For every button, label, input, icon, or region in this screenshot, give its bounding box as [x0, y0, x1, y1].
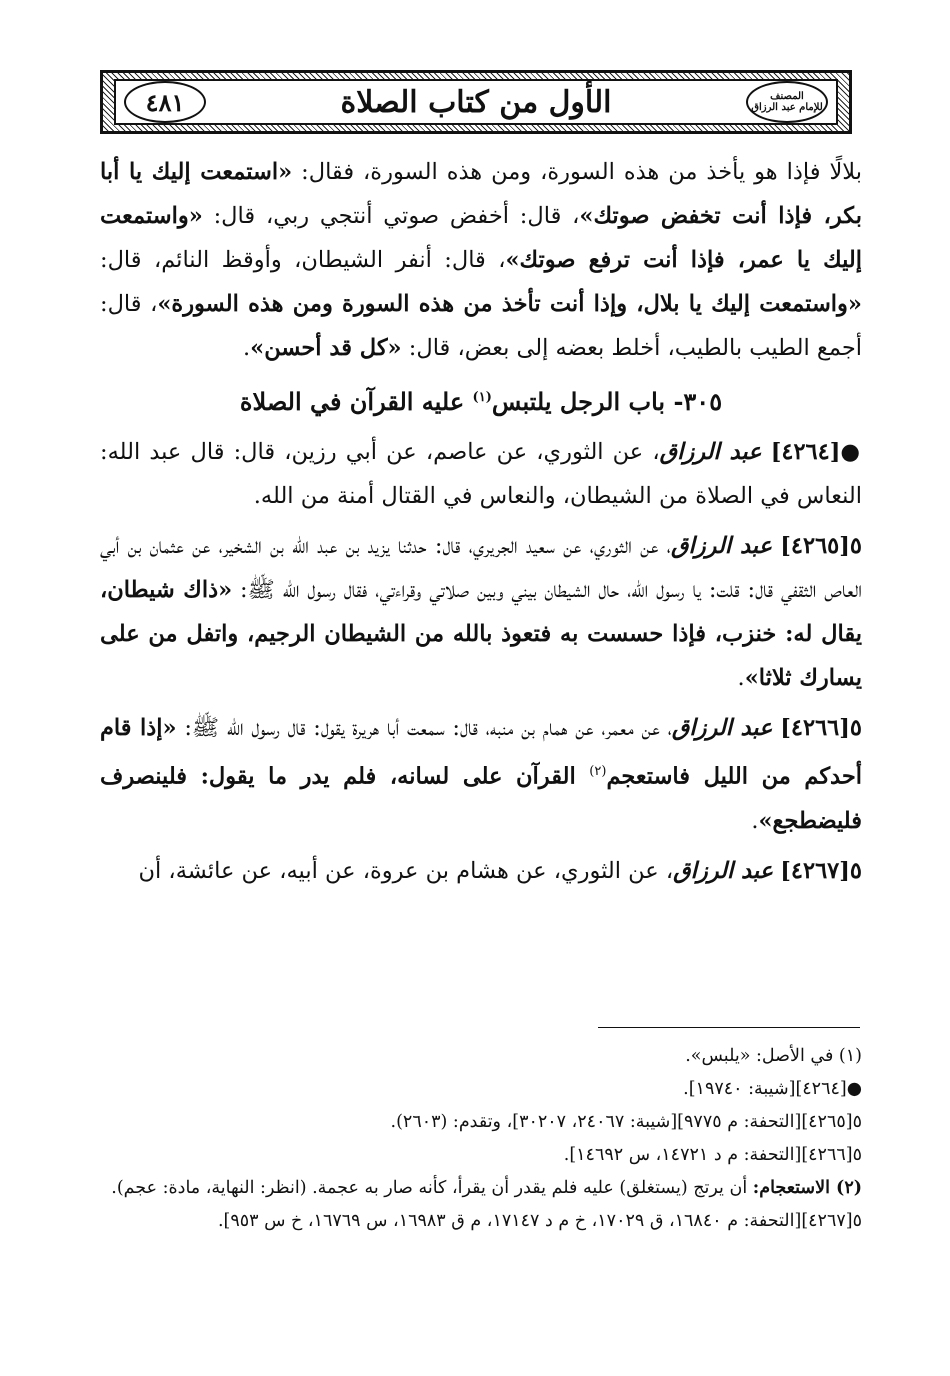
intro-quote-3: «واستمعت إليك يا بلال، وإذا أنت تأخذ من هذه السورة ومن هذه السورة»	[157, 291, 862, 317]
prophetic-quote: «ذاك شيطان، يقال له: خنزب، فإذا حسست به فتعوذ بالله من الشيطان الرجيم، واتفل من على يسارك ثلاثا»	[100, 577, 862, 691]
footnote-2	[100, 1172, 862, 1205]
entry-mark: ٥	[849, 533, 862, 559]
hadith-text: ، عن الثوري، عن عاصم، عن أبي رزين، قال: قال عبد الله: النعاس في الصلاة من الشيطان، والنعاس في القتال أمنة من الله.	[100, 439, 862, 509]
narrator-name: عبد الرزاق	[671, 715, 773, 741]
intro-paragraph	[100, 150, 862, 370]
entry-mark: ٥	[849, 715, 862, 741]
prophetic-quote-part-1: «إذا قام أحدكم من الليل فاستعجم	[100, 715, 863, 790]
chapter-running-title: الأول من كتاب الصلاة	[340, 84, 612, 120]
intro-text-2: ، قال: أخفض صوتي أنتجي ربي، قال:	[202, 203, 580, 229]
hadith-number: [٤٢٦٤]	[770, 439, 841, 465]
footnote-2-term: (٢) الاستعجام:	[752, 1178, 862, 1198]
hadith-end: .	[751, 807, 759, 834]
book-seal-logo	[746, 81, 828, 123]
page-header	[100, 70, 852, 134]
intro-text-3: ، قال: أنفر الشيطان، وأوقظ النائم، قال:	[100, 247, 506, 273]
hadith-text: ، عن الثوري، عن سعيد الجريري، قال: حدثنا يزيد بن عبد الله بن الشخير، عن عثمان بن أبي العاص الثقفي قال: قلت: يا رسول الله، حال الشيطان بيني وبين صلاتي وقراءتي، فقال رسول الله ﷺ:	[100, 533, 862, 603]
hadith-entry-4264	[100, 430, 862, 518]
hadith-number: [٤٢٦٥]	[780, 533, 850, 559]
narrator-name: عبد الرزاق	[659, 439, 762, 465]
page-number: ٤٨١	[124, 81, 206, 123]
footnote-ref-2: (٢)	[589, 764, 607, 779]
footnote-divider	[598, 1027, 860, 1028]
chapter-heading	[100, 376, 862, 424]
entry-mark: ٥	[849, 857, 862, 884]
intro-text-end: .	[242, 335, 251, 361]
main-text	[100, 150, 862, 893]
hadith-text: ، عن الثوري، عن هشام بن عروة، عن أبيه، عن عائشة، أن	[138, 857, 674, 884]
intro-quote-2: «واستمعت إليك يا عمر، فإذا أنت ترفع صوتك»	[100, 203, 862, 273]
hadith-entry-4266	[100, 706, 862, 843]
narrator-name: عبد الرزاق	[673, 857, 774, 884]
seal-line-2: للإمام عبد الرزاق	[751, 102, 823, 113]
intro-quote-1: «استمعت إليك يا أبا بكر، فإذا أنت تخفض صوتك»	[100, 159, 862, 229]
intro-text-1: بلالًا فإذا هو يأخذ من هذه السورة، ومن هذه السورة، فقال:	[292, 159, 862, 185]
prophetic-quote-part-2: القرآن على لسانه، فلم يدر ما يقول: فلينصرف فليضطجع»	[100, 763, 862, 834]
intro-quote-4: «كل قد أحسن»	[250, 335, 402, 361]
footnotes	[100, 1040, 862, 1238]
hadith-entry-4265	[100, 524, 862, 700]
hadith-number: [٤٢٦٦]	[780, 715, 850, 741]
heading-footnote-ref: (١)	[472, 390, 492, 405]
heading-text-2: عليه القرآن في الصلاة	[239, 387, 473, 416]
hadith-text: ، عن معمر، عن همام بن منبه، قال: سمعت أبا هريرة يقول: قال رسول الله ﷺ:	[176, 715, 672, 741]
footnote-4265: ٥[٤٢٦٥][التحفة: م ٩٧٧٥][شيبة: ٢٤٠٦٧، ٣٠٢٠٧]، وتقدم: (٢٦٠٣).	[390, 1112, 862, 1132]
footnote-2-text: أن يرتج (يستغلق) عليه فلم يقدر أن يقرأ، كأنه صار به عجمة. (انظر: النهاية، مادة: عجم).	[111, 1178, 753, 1198]
footnote-4264: ●[٤٢٦٤][شيبة: ١٩٧٤٠].	[683, 1079, 862, 1099]
intro-text-4: ، قال: أجمع الطيب بالطيب، أخلط بعضه إلى بعض، قال:	[100, 291, 862, 361]
header-inner	[114, 79, 838, 125]
narrator-name: عبد الرزاق	[670, 533, 773, 559]
hadith-end: .	[737, 665, 745, 691]
footnote-4266: ٥[٤٢٦٦][التحفة: م د ١٤٧٢١، س ١٤٦٩٢].	[563, 1145, 862, 1165]
heading-text-1: ٣٠٥- باب الرجل يلتبس	[491, 387, 723, 416]
footnote-4267: ٥[٤٢٦٧][التحفة: م ١٦٨٤٠، ق ١٧٠٢٩، خ م د ١٧١٤٧، م ق ١٦٩٨٣، س ١٦٧٦٩، خ س ٩٥٣].	[217, 1211, 862, 1231]
hadith-entry-4267	[100, 849, 862, 893]
seal-line-1: المصنف	[770, 91, 804, 102]
hadith-number: [٤٢٦٧]	[780, 857, 850, 884]
footnote-1: (١) في الأصل: «يلبس».	[685, 1046, 862, 1066]
entry-mark: ●	[840, 439, 862, 465]
